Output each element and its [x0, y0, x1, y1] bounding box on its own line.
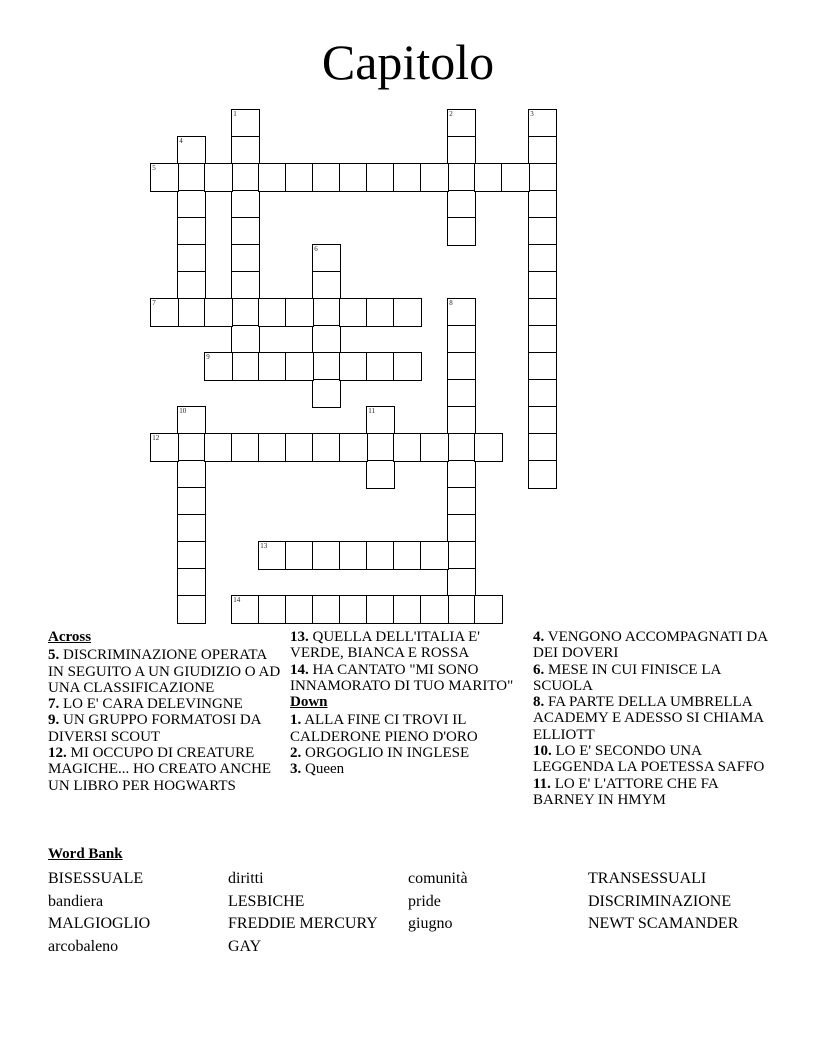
grid-cell[interactable] — [204, 352, 233, 381]
grid-cell[interactable] — [231, 325, 260, 354]
grid-cell[interactable] — [528, 163, 557, 192]
down-header: Down — [290, 694, 328, 711]
word-bank-item: LESBICHE — [228, 892, 305, 910]
clue-number: 4. — [533, 629, 545, 645]
grid-cell[interactable] — [177, 136, 206, 165]
page-title: Capitolo — [321, 34, 495, 90]
clue-down-4 — [533, 629, 768, 662]
cell-number: 2 — [449, 110, 453, 119]
clue-number: 8. — [533, 694, 545, 711]
grid-cell[interactable] — [150, 433, 179, 462]
word-bank-header: Word Bank — [48, 846, 123, 862]
grid-cell[interactable] — [177, 190, 206, 219]
clue-text: VENGONO ACCOMPAGNATI DA DEI DOVERI — [533, 629, 768, 662]
grid-cell[interactable] — [231, 109, 260, 138]
grid-cell[interactable] — [231, 163, 260, 192]
cell-number: 11 — [368, 407, 375, 416]
grid-cell[interactable] — [447, 460, 476, 489]
grid-cell[interactable] — [528, 244, 557, 273]
grid-cell[interactable] — [177, 568, 206, 597]
grid-cell[interactable] — [366, 352, 395, 381]
grid-cell[interactable] — [447, 487, 476, 516]
grid-cell[interactable] — [285, 433, 314, 462]
grid-cell[interactable] — [393, 298, 422, 327]
grid-cell[interactable] — [447, 136, 476, 165]
grid-cell[interactable] — [312, 298, 341, 327]
grid-cell[interactable] — [339, 352, 368, 381]
grid-cell[interactable] — [447, 109, 476, 138]
word-bank-item: diritti — [228, 870, 264, 887]
clue-down-1 — [290, 712, 522, 745]
grid-cell[interactable] — [285, 352, 314, 381]
grid-cell[interactable] — [528, 190, 557, 219]
grid-cell[interactable] — [339, 595, 368, 624]
grid-cell[interactable] — [204, 163, 233, 192]
grid-cell[interactable] — [528, 460, 557, 489]
grid-cell[interactable] — [312, 244, 341, 273]
grid-cell[interactable] — [231, 136, 260, 165]
grid-cell[interactable] — [528, 352, 557, 381]
grid-cell[interactable] — [366, 163, 395, 192]
grid-cell[interactable] — [231, 190, 260, 219]
clue-number: 3. — [290, 761, 302, 778]
clue-across-7 — [48, 696, 283, 712]
clue-number: 5. — [48, 647, 60, 664]
grid-cell[interactable] — [312, 595, 341, 624]
clue-text: ALLA FINE CI TROVI IL CALDERONE PIENO D'ORO — [290, 712, 478, 745]
grid-cell[interactable] — [420, 433, 449, 462]
word-bank-item: arcobaleno — [48, 937, 119, 955]
clue-text: MESE IN CUI FINISCE LA SCUOLA — [533, 661, 721, 694]
clue-across-12 — [48, 745, 283, 794]
word-bank-item: GAY — [228, 937, 262, 955]
clue-across-5 — [48, 647, 283, 696]
grid-cell[interactable] — [177, 298, 206, 327]
cell-number: 12 — [152, 434, 160, 443]
cell-number: 7 — [152, 299, 156, 308]
cell-number: 6 — [314, 245, 318, 254]
word-bank-item: MALGIOGLIO — [48, 915, 151, 933]
word-bank-item: TRANSESSUALI — [588, 870, 707, 887]
clue-text: MI OCCUPO DI CREATURE MAGICHE... HO CREATO ANCHE UN LIBRO PER HOGWARTS — [48, 745, 272, 794]
grid-cell[interactable] — [285, 163, 314, 192]
grid-cell[interactable] — [312, 379, 341, 408]
clue-number: 7. — [48, 696, 60, 713]
grid-cell[interactable] — [447, 568, 476, 597]
grid-cell[interactable] — [258, 352, 287, 381]
grid-cell[interactable] — [285, 541, 314, 570]
grid-cell[interactable] — [204, 298, 233, 327]
clue-number: 9. — [48, 712, 60, 729]
word-bank-item: giugno — [408, 915, 453, 933]
clue-across-9 — [48, 712, 283, 745]
grid-cell[interactable] — [366, 595, 395, 624]
grid-cell[interactable] — [177, 595, 206, 624]
grid-cell[interactable] — [366, 541, 395, 570]
grid-cell[interactable] — [312, 325, 341, 354]
cell-number: 1 — [233, 110, 237, 119]
grid-cell[interactable] — [339, 541, 368, 570]
cell-number: 10 — [179, 407, 187, 416]
word-bank-item: pride — [408, 892, 441, 910]
clue-text: FA PARTE DELLA UMBRELLA ACADEMY E ADESSO SI CHIAMA ELLIOTT — [533, 694, 764, 743]
grid-cell[interactable] — [231, 271, 260, 300]
clues-column-3 — [533, 629, 768, 808]
grid-cell[interactable] — [150, 163, 179, 192]
grid-cell[interactable] — [177, 244, 206, 273]
grid-cell[interactable] — [312, 163, 341, 192]
clue-number: 11. — [533, 775, 551, 792]
clue-number: 1. — [290, 712, 302, 729]
grid-cell[interactable] — [528, 433, 557, 462]
grid-cell[interactable] — [231, 595, 260, 624]
grid-cell[interactable] — [528, 325, 557, 354]
clue-number: 2. — [290, 745, 302, 762]
grid-cell[interactable] — [312, 541, 341, 570]
clue-across-13 — [290, 629, 522, 662]
grid-cell[interactable] — [258, 595, 287, 624]
clue-text: LO E' CARA DELEVINGNE — [63, 696, 243, 713]
grid-cell[interactable] — [393, 352, 422, 381]
grid-cell[interactable] — [420, 595, 449, 624]
clue-text: ORGOGLIO IN INGLESE — [305, 745, 470, 762]
clue-text: HA CANTATO "MI SONO INNAMORATO DI TUO MARITO" — [290, 661, 514, 694]
clue-down-2 — [290, 745, 522, 761]
clue-text: LO E' SECONDO UNA LEGGENDA LA POETESSA SAFFO — [533, 743, 765, 776]
grid-cell[interactable] — [528, 379, 557, 408]
grid-cell[interactable] — [447, 163, 476, 192]
clue-down-6 — [533, 662, 768, 695]
grid-cell[interactable] — [258, 163, 287, 192]
grid-cell[interactable] — [231, 352, 260, 381]
grid-cell[interactable] — [231, 244, 260, 273]
grid-cell[interactable] — [285, 595, 314, 624]
grid-cell[interactable] — [312, 352, 341, 381]
grid-cell[interactable] — [258, 541, 287, 570]
grid-cell[interactable] — [177, 217, 206, 246]
grid-cell[interactable] — [177, 487, 206, 516]
grid-cell[interactable] — [177, 460, 206, 489]
grid-cell[interactable] — [231, 217, 260, 246]
grid-cell[interactable] — [366, 298, 395, 327]
crossword-grid — [151, 110, 556, 623]
clue-text: LO E' L'ATTORE CHE FA BARNEY IN HMYM — [533, 775, 718, 808]
grid-cell[interactable] — [393, 163, 422, 192]
clue-down-10 — [533, 743, 768, 776]
clue-down-3 — [290, 761, 522, 777]
grid-cell[interactable] — [528, 136, 557, 165]
clue-number: 14. — [290, 661, 309, 678]
grid-cell[interactable] — [177, 406, 206, 435]
cell-number: 9 — [206, 353, 210, 362]
grid-cell[interactable] — [528, 109, 557, 138]
word-bank-item: comunità — [408, 870, 468, 887]
cell-number: 13 — [260, 542, 268, 551]
grid-cell[interactable] — [312, 433, 341, 462]
across-header: Across — [48, 629, 92, 645]
grid-cell[interactable] — [447, 406, 476, 435]
grid-cell[interactable] — [447, 379, 476, 408]
clue-across-14 — [290, 662, 522, 695]
clue-text: UN GRUPPO FORMATOSI DA DIVERSI SCOUT — [48, 712, 261, 745]
clue-number: 6. — [533, 661, 545, 678]
grid-cell[interactable] — [339, 298, 368, 327]
grid-cell[interactable] — [447, 541, 476, 570]
grid-cell[interactable] — [447, 217, 476, 246]
grid-cell[interactable] — [474, 163, 503, 192]
word-bank-item: FREDDIE MERCURY — [228, 915, 378, 933]
cell-number: 4 — [179, 137, 183, 146]
grid-cell[interactable] — [366, 460, 395, 489]
grid-cell[interactable] — [231, 298, 260, 327]
clue-text: Queen — [305, 761, 345, 778]
grid-cell[interactable] — [366, 433, 395, 462]
grid-cell[interactable] — [420, 541, 449, 570]
clue-number: 12. — [48, 745, 67, 762]
word-bank-item: DISCRIMINAZIONE — [588, 892, 732, 910]
grid-cell[interactable] — [447, 190, 476, 219]
grid-cell[interactable] — [528, 271, 557, 300]
grid-cell[interactable] — [177, 433, 206, 462]
clue-text: QUELLA DELL'ITALIA E' VERDE, BIANCA E ROSSA — [290, 629, 480, 662]
grid-cell[interactable] — [528, 298, 557, 327]
grid-cell[interactable] — [528, 217, 557, 246]
word-bank-item: bandiera — [48, 892, 104, 910]
grid-cell[interactable] — [447, 298, 476, 327]
clues-column-1 — [48, 629, 283, 794]
grid-cell[interactable] — [339, 433, 368, 462]
cell-number: 5 — [152, 164, 156, 173]
grid-cell[interactable] — [366, 406, 395, 435]
cell-number: 14 — [233, 596, 241, 605]
grid-cell[interactable] — [501, 163, 530, 192]
cell-number: 8 — [449, 299, 453, 308]
grid-cell[interactable] — [258, 433, 287, 462]
clue-text: DISCRIMINAZIONE OPERATA IN SEGUITO A UN GIUDIZIO O AD UNA CLASSIFICAZIONE — [48, 647, 281, 696]
clue-number: 13. — [290, 629, 309, 645]
grid-cell[interactable] — [447, 595, 476, 624]
clues-column-2 — [290, 629, 522, 778]
grid-cell[interactable] — [447, 514, 476, 543]
clue-down-8 — [533, 694, 768, 743]
grid-cell[interactable] — [393, 433, 422, 462]
grid-cell[interactable] — [420, 163, 449, 192]
grid-cell[interactable] — [447, 433, 476, 462]
grid-cell[interactable] — [474, 433, 503, 462]
grid-cell[interactable] — [285, 298, 314, 327]
cell-number: 3 — [530, 110, 534, 119]
grid-cell[interactable] — [231, 433, 260, 462]
grid-cell[interactable] — [447, 325, 476, 354]
grid-cell[interactable] — [393, 541, 422, 570]
grid-cell[interactable] — [177, 163, 206, 192]
word-bank-item: NEWT SCAMANDER — [588, 915, 739, 933]
grid-cell[interactable] — [177, 541, 206, 570]
grid-cell[interactable] — [177, 514, 206, 543]
grid-cell[interactable] — [312, 271, 341, 300]
clue-number: 10. — [533, 743, 552, 760]
grid-cell[interactable] — [177, 271, 206, 300]
clue-down-11 — [533, 776, 768, 809]
grid-cell[interactable] — [204, 433, 233, 462]
grid-cell[interactable] — [339, 163, 368, 192]
grid-cell[interactable] — [150, 298, 179, 327]
word-bank-item: BISESSUALE — [48, 870, 144, 887]
grid-cell[interactable] — [393, 595, 422, 624]
grid-cell[interactable] — [258, 298, 287, 327]
grid-cell[interactable] — [447, 352, 476, 381]
grid-cell[interactable] — [528, 406, 557, 435]
grid-cell[interactable] — [474, 595, 503, 624]
